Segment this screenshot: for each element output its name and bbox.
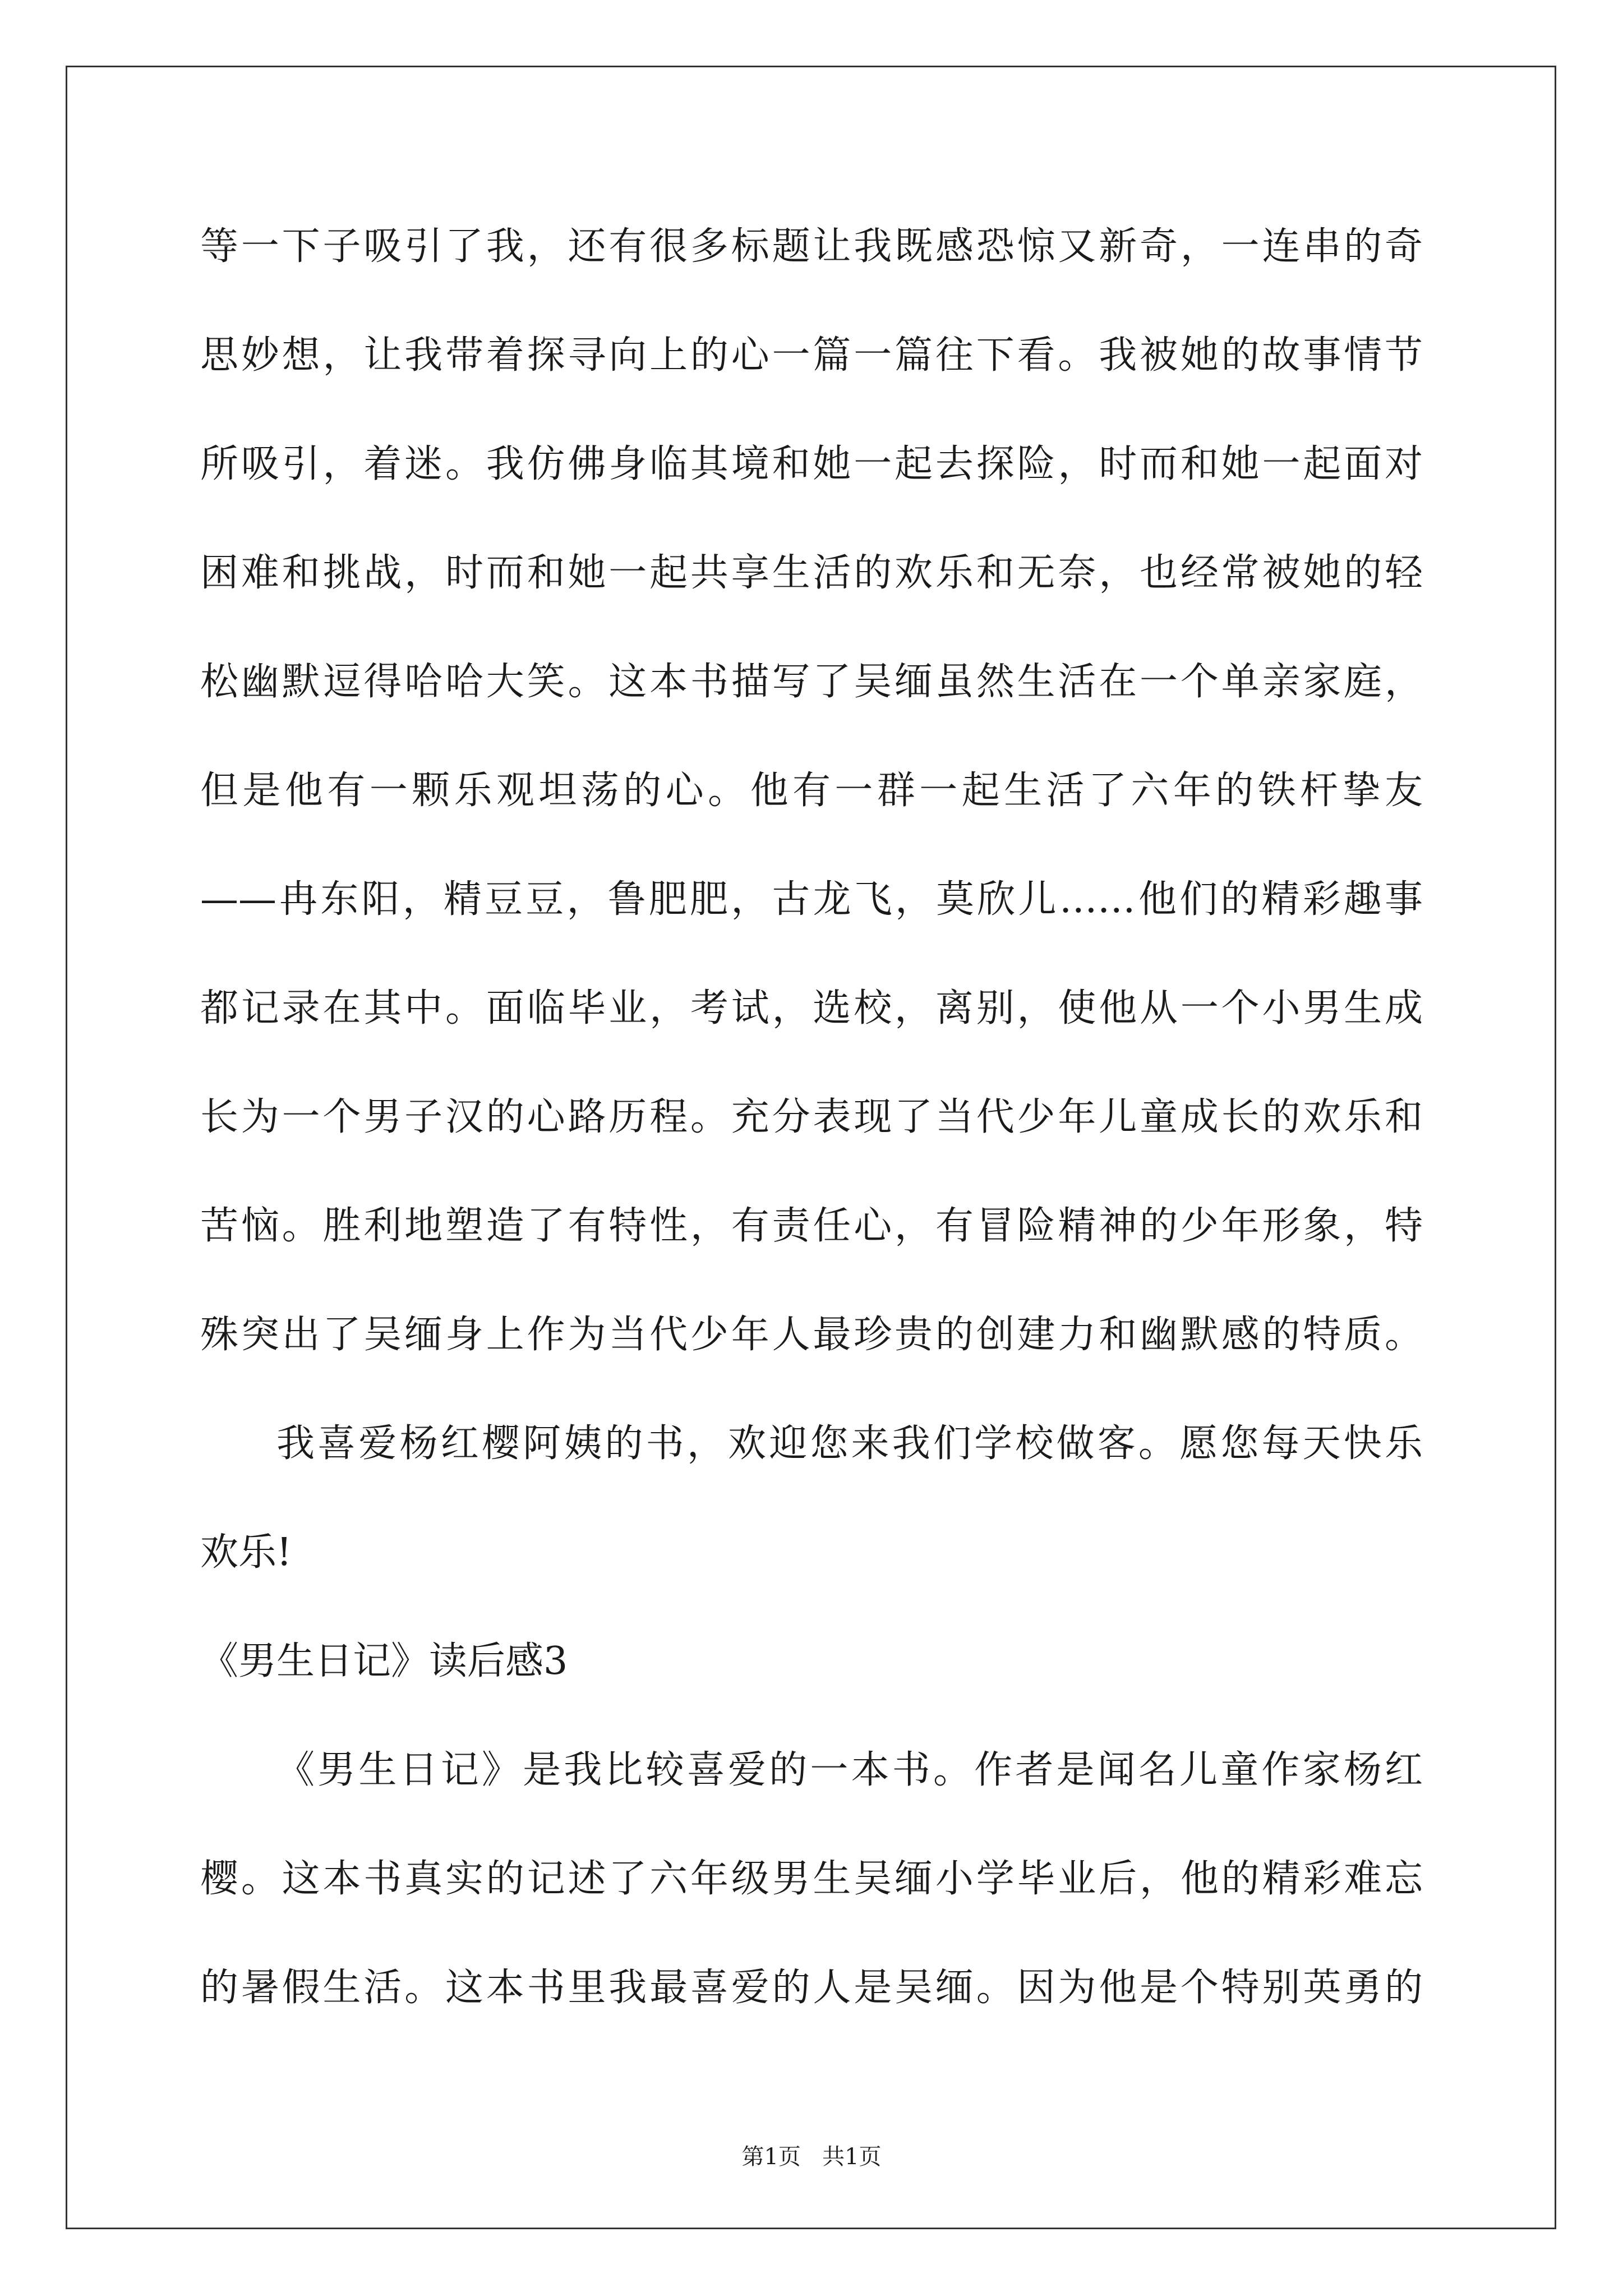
paragraph-line: 等一下子吸引了我，还有很多标题让我既感恐惊又新奇，一连串的奇: [200, 224, 1423, 269]
paragraph-line: 所吸引，着迷。我仿佛身临其境和她一起去探险，时而和她一起面对: [200, 442, 1423, 486]
paragraph-line: 都记录在其中。面临毕业，考试，选校，离别，使他从一个小男生成: [200, 986, 1423, 1030]
document-body: [200, 213, 1423, 2063]
paragraph-line: 我喜爱杨红樱阿姨的书，欢迎您来我们学校做客。愿您每天快乐: [276, 1421, 1423, 1466]
paragraph-line: 欢乐!: [200, 1530, 292, 1575]
paragraph-line: 思妙想，让我带着探寻向上的心一篇一篇往下看。我被她的故事情节: [200, 333, 1423, 378]
page-number: 第1页: [741, 2144, 801, 2170]
paragraph-line: 长为一个男子汉的心路历程。充分表现了当代少年儿童成长的欢乐和: [200, 1095, 1423, 1139]
paragraph-line: 松幽默逗得哈哈大笑。这本书描写了吴缅虽然生活在一个单亲家庭，: [200, 660, 1423, 704]
paragraph-line: 殊突出了吴缅身上作为当代少年人最珍贵的创建力和幽默感的特质。: [200, 1313, 1423, 1357]
paragraph-line: ——冉东阳，精豆豆，鲁肥肥，古龙飞，莫欣儿……他们的精彩趣事: [200, 877, 1423, 922]
paragraph-line: 苦恼。胜利地塑造了有特性，有责任心，有冒险精神的少年形象，特: [200, 1204, 1423, 1248]
section-heading: 《男生日记》读后感3: [200, 1639, 568, 1683]
page-footer: [0, 2140, 1623, 2174]
paragraph-line: 但是他有一颗乐观坦荡的心。他有一群一起生活了六年的铁杆挚友: [200, 769, 1423, 813]
paragraph-line: 困难和挑战，时而和她一起共享生活的欢乐和无奈，也经常被她的轻: [200, 551, 1423, 595]
paragraph-line: 樱。这本书真实的记述了六年级男生吴缅小学毕业后，他的精彩难忘: [200, 1857, 1423, 1901]
paragraph-line: 的暑假生活。这本书里我最喜爱的人是吴缅。因为他是个特别英勇的: [200, 1966, 1423, 2010]
paragraph-line: 《男生日记》是我比较喜爱的一本书。作者是闻名儿童作家杨红: [276, 1748, 1423, 1792]
page-total: 共1页: [822, 2144, 882, 2170]
